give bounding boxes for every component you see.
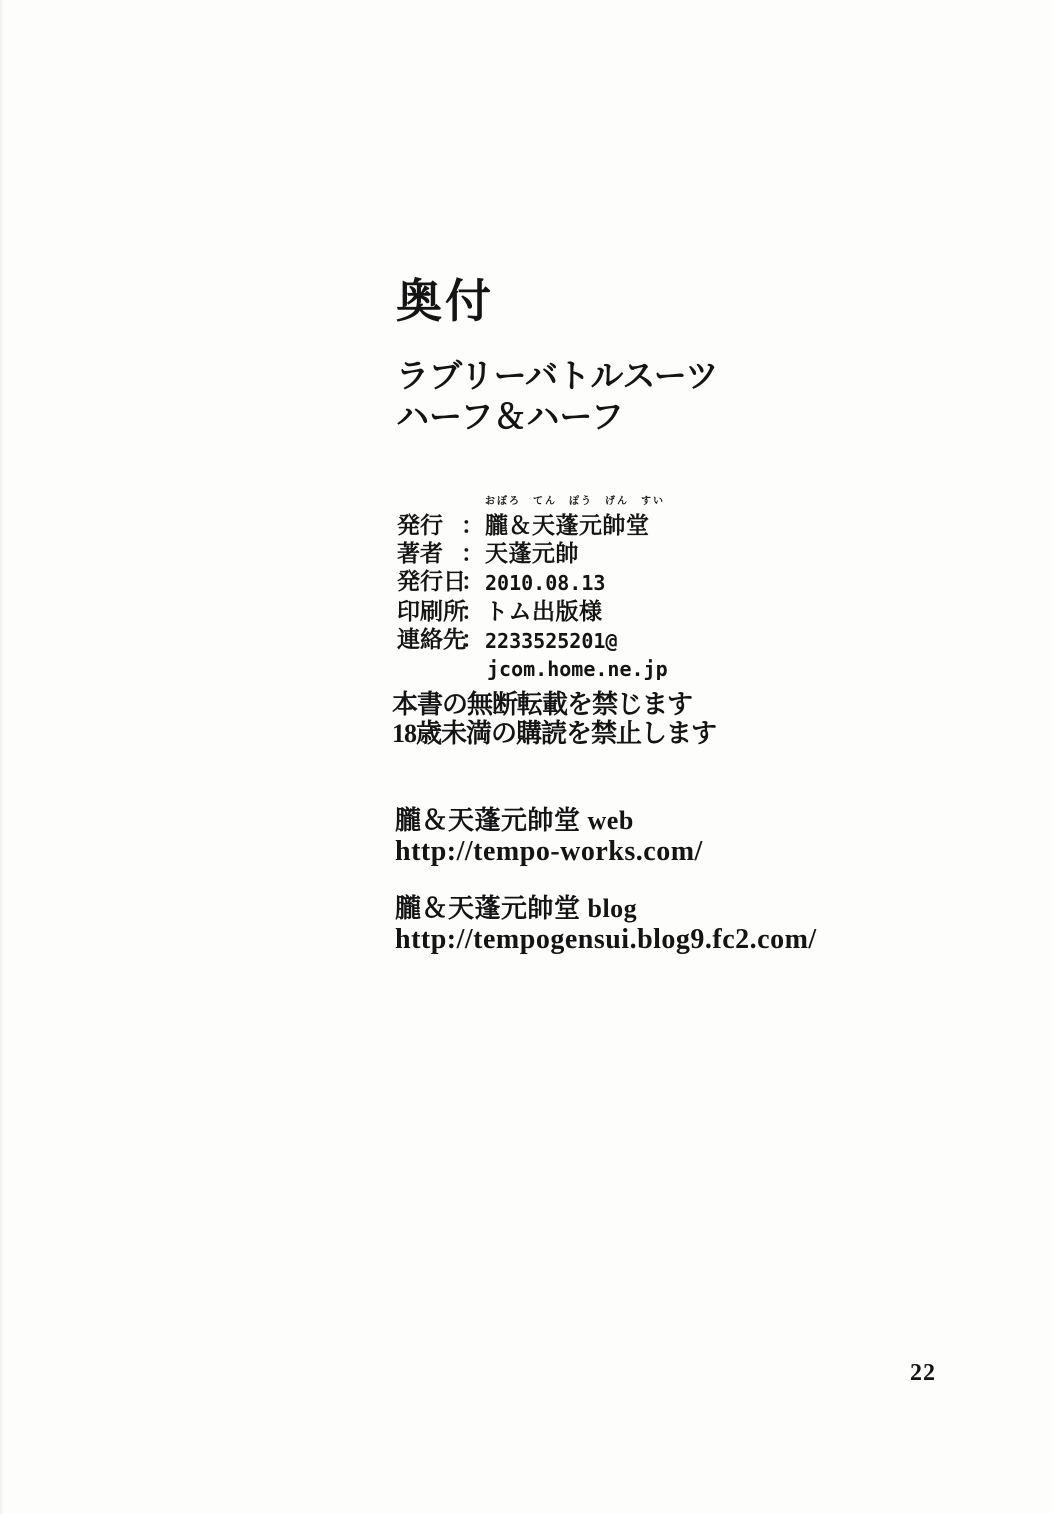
work-title [396, 355, 718, 437]
author-name: 天蓬元帥 [485, 540, 579, 566]
work-title-line1: ラブリーバトルスーツ [396, 357, 719, 394]
publisher-furigana: おぼろ てん ぽう げん すい [485, 496, 665, 507]
circle-blog-title: 朧＆天蓬元帥堂 blog [395, 894, 638, 923]
row-separator: ： [461, 626, 484, 652]
row-separator: ： [461, 540, 484, 566]
row-label: 連絡先 [397, 626, 466, 652]
row-separator: ： [461, 512, 484, 538]
row-separator: ： [461, 598, 484, 624]
circle-web-link-block [395, 805, 703, 867]
colophon-row-publish-date [397, 567, 668, 597]
legal-notices [392, 690, 716, 748]
circle-web-title: 朧＆天蓬元帥堂 web [395, 806, 634, 835]
contact-email-local: 2233525201@ [485, 629, 618, 653]
row-label: 発行 [397, 512, 443, 538]
age-restriction-notice: 18歳未満の購読を禁止します [392, 719, 717, 748]
reprint-prohibition-notice: 本書の無断転載を禁じます [392, 690, 693, 719]
circle-blog-link-block [395, 893, 817, 955]
row-label: 著者 [397, 540, 443, 566]
row-label: 印刷所 [397, 598, 466, 624]
colophon-info-block [397, 492, 668, 683]
publisher-name: 朧＆天蓬元帥堂 [485, 512, 650, 538]
contact-email-domain: jcom.home.ne.jp [487, 657, 668, 681]
colophon-section-title: 奥付 [396, 275, 494, 327]
row-separator: ： [461, 568, 484, 594]
colophon-row-printer [397, 597, 668, 625]
circle-blog-url: http://tempogensui.blog9.fc2.com/ [395, 924, 817, 955]
circle-web-url: http://tempo-works.com/ [395, 836, 703, 867]
colophon-row-author [397, 539, 668, 567]
printer-name: トム出版様 [485, 598, 603, 624]
publish-date: 2010.08.13 [485, 571, 606, 595]
row-label: 発行日 [397, 568, 466, 594]
page-number: 22 [910, 1360, 936, 1386]
colophon-row-contact [397, 625, 668, 655]
colophon-row-publisher [397, 511, 668, 539]
scan-edge-artifact [0, 0, 4, 1514]
work-title-line2: ハーフ＆ハーフ [396, 398, 624, 435]
